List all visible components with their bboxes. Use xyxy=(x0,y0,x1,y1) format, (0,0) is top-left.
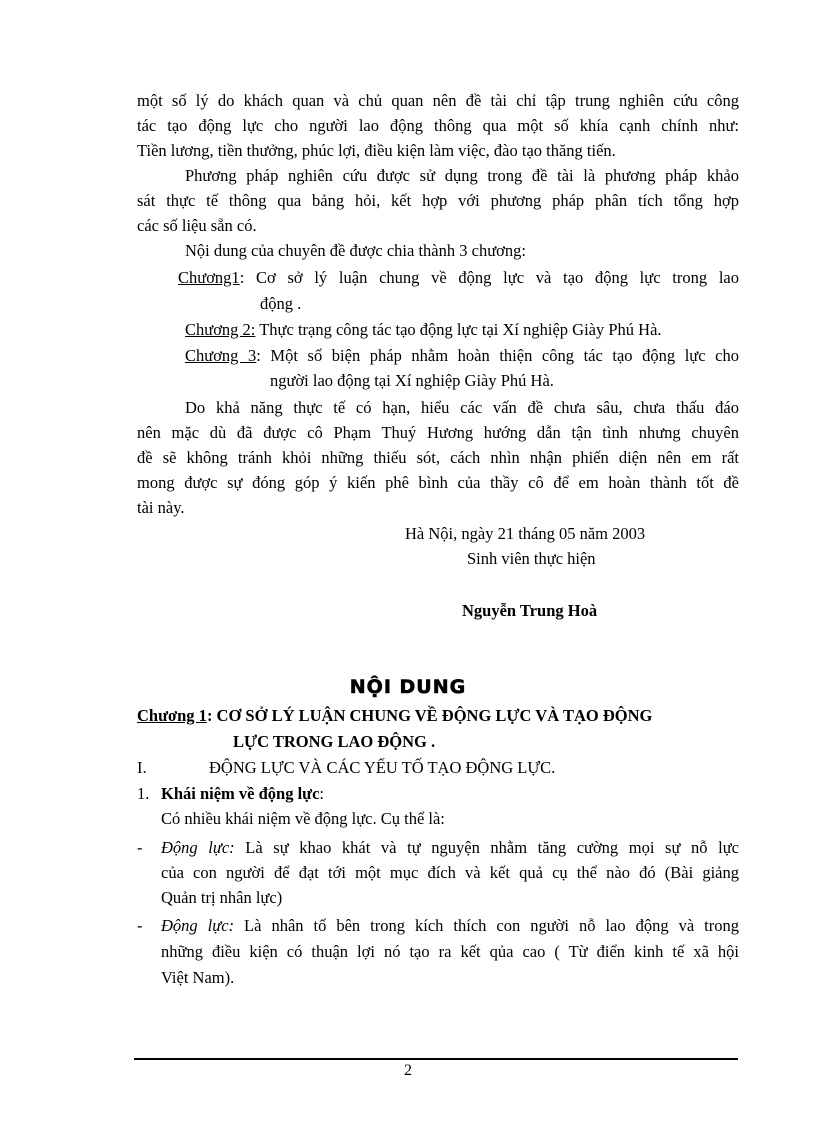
intro-para3: Nội dung của chuyên đề được chia thành 3 chương: xyxy=(185,241,526,260)
bullet-2-line1 xyxy=(161,914,739,938)
bullet-1-term: Động lực: xyxy=(161,838,235,857)
chapter-2-label: Chương 2: xyxy=(185,320,256,339)
bullet-2-line3: Việt Nam). xyxy=(161,968,235,987)
signature-place-date: Hà Nội, ngày 21 tháng 05 năm 2003 xyxy=(405,524,646,543)
intro-para2-line2: sát thực tế thông qua bảng hỏi, kết hợp với phương pháp phân tích tổng hợp xyxy=(137,191,739,210)
bullet-2-term: Động lực: xyxy=(161,916,235,935)
signature-name: Nguyễn Trung Hoà xyxy=(462,601,598,620)
intro-para1-line2: tác tạo động lực cho người lao động thông qua một số khía cạnh chính như: xyxy=(137,116,739,135)
bullet-1-text: Là sự khao khát và tự nguyện nhằm tăng cường mọi sự nỗ lực xyxy=(234,838,739,857)
chapter1-label: Chương 1 xyxy=(137,706,207,725)
chapter1-title-line1 xyxy=(137,704,652,728)
footer-rule xyxy=(134,1058,738,1060)
subsection1-title: Khái niệm về động lực xyxy=(161,784,320,803)
bullet-1-line1 xyxy=(161,836,739,860)
intro-para1-line3: Tiền lương, tiền thưởng, phúc lợi, điều kiện làm việc, đào tạo thăng tiến. xyxy=(137,141,616,160)
chapter-item-2 xyxy=(185,318,662,342)
definitions-intro: Có nhiều khái niệm về động lực. Cụ thể là: xyxy=(161,809,445,828)
bullet-2-line2: những điều kiện có thuận lợi nó tạo ra kết qủa cao ( Từ điển kinh tế xã hội xyxy=(161,942,739,961)
chapter-3-text-line2: người lao động tại Xí nghiệp Giày Phú Hà. xyxy=(270,371,554,390)
chapter-item-1 xyxy=(178,266,739,290)
chapter-3-text: : Một số biện pháp nhằm hoàn thiện công tác tạo động lực cho xyxy=(256,346,739,365)
subsection1-heading xyxy=(161,782,324,806)
signature-role: Sinh viên thực hiện xyxy=(467,549,596,568)
subsection1-number: 1. xyxy=(137,784,150,803)
chapter-1-text: : Cơ sở lý luận chung về động lực và tạo động lực trong lao xyxy=(239,268,739,287)
intro-para4-line3: đề sẽ không tránh khỏi những thiếu sót, cách nhìn nhận phiến diện nên em rất xyxy=(137,448,739,467)
bullet-1-line2: của con người để đạt tới một mục đích và kết quả cụ thể nào đó (Bài giảng xyxy=(161,863,739,882)
bullet-1-line3: Quản trị nhân lực) xyxy=(161,888,283,907)
intro-para4-line1: Do khả năng thực tế có hạn, hiểu các vấn đề chưa sâu, chưa thấu đáo xyxy=(185,398,739,417)
intro-para2-line3: các số liệu sẵn có. xyxy=(137,216,257,235)
intro-para2-line1: Phương pháp nghiên cứu được sử dụng trong đề tài là phương pháp khảo xyxy=(185,166,739,185)
bullet-2-text: Là nhân tố bên trong kích thích con người nỗ lao động và trong xyxy=(234,916,739,935)
intro-para4-line2: nên mặc dù đã được cô Phạm Thuý Hương hướng dẫn tận tình nhưng chuyên xyxy=(137,423,739,442)
bullet-2-dash: - xyxy=(137,916,143,935)
chapter-1-label: Chương1 xyxy=(178,268,240,287)
subsection1-suffix: : xyxy=(319,784,325,803)
intro-para1-line1: một số lý do khách quan và chủ quan nên đề tài chỉ tập trung nghiên cứu công xyxy=(137,91,739,110)
bullet-1-dash: - xyxy=(137,838,143,857)
chapter-3-label: Chương 3 xyxy=(185,346,257,365)
content-heading: NỘI DUNG xyxy=(349,676,467,698)
section1-title: ĐỘNG LỰC VÀ CÁC YẾU TỐ TẠO ĐỘNG LỰC. xyxy=(209,758,556,777)
intro-para4-line5: tài này. xyxy=(137,498,185,517)
chapter1-title-text: : CƠ SỞ LÝ LUẬN CHUNG VỀ ĐỘNG LỰC VÀ TẠO ĐỘNG xyxy=(206,706,653,725)
chapter-2-text: Thực trạng công tác tạo động lực tại Xí nghiệp Giày Phú Hà. xyxy=(255,320,662,339)
chapter1-title-line2: LỰC TRONG LAO ĐỘNG . xyxy=(233,732,436,751)
intro-para4-line4: mong được sự đóng góp ý kiến phê bình của thầy cô để em hoàn thành tốt đề xyxy=(137,473,739,492)
page-number: 2 xyxy=(404,1062,412,1079)
chapter-item-3 xyxy=(185,344,739,368)
chapter-1-text-line2: động . xyxy=(260,294,302,313)
section1-number: I. xyxy=(137,758,147,777)
